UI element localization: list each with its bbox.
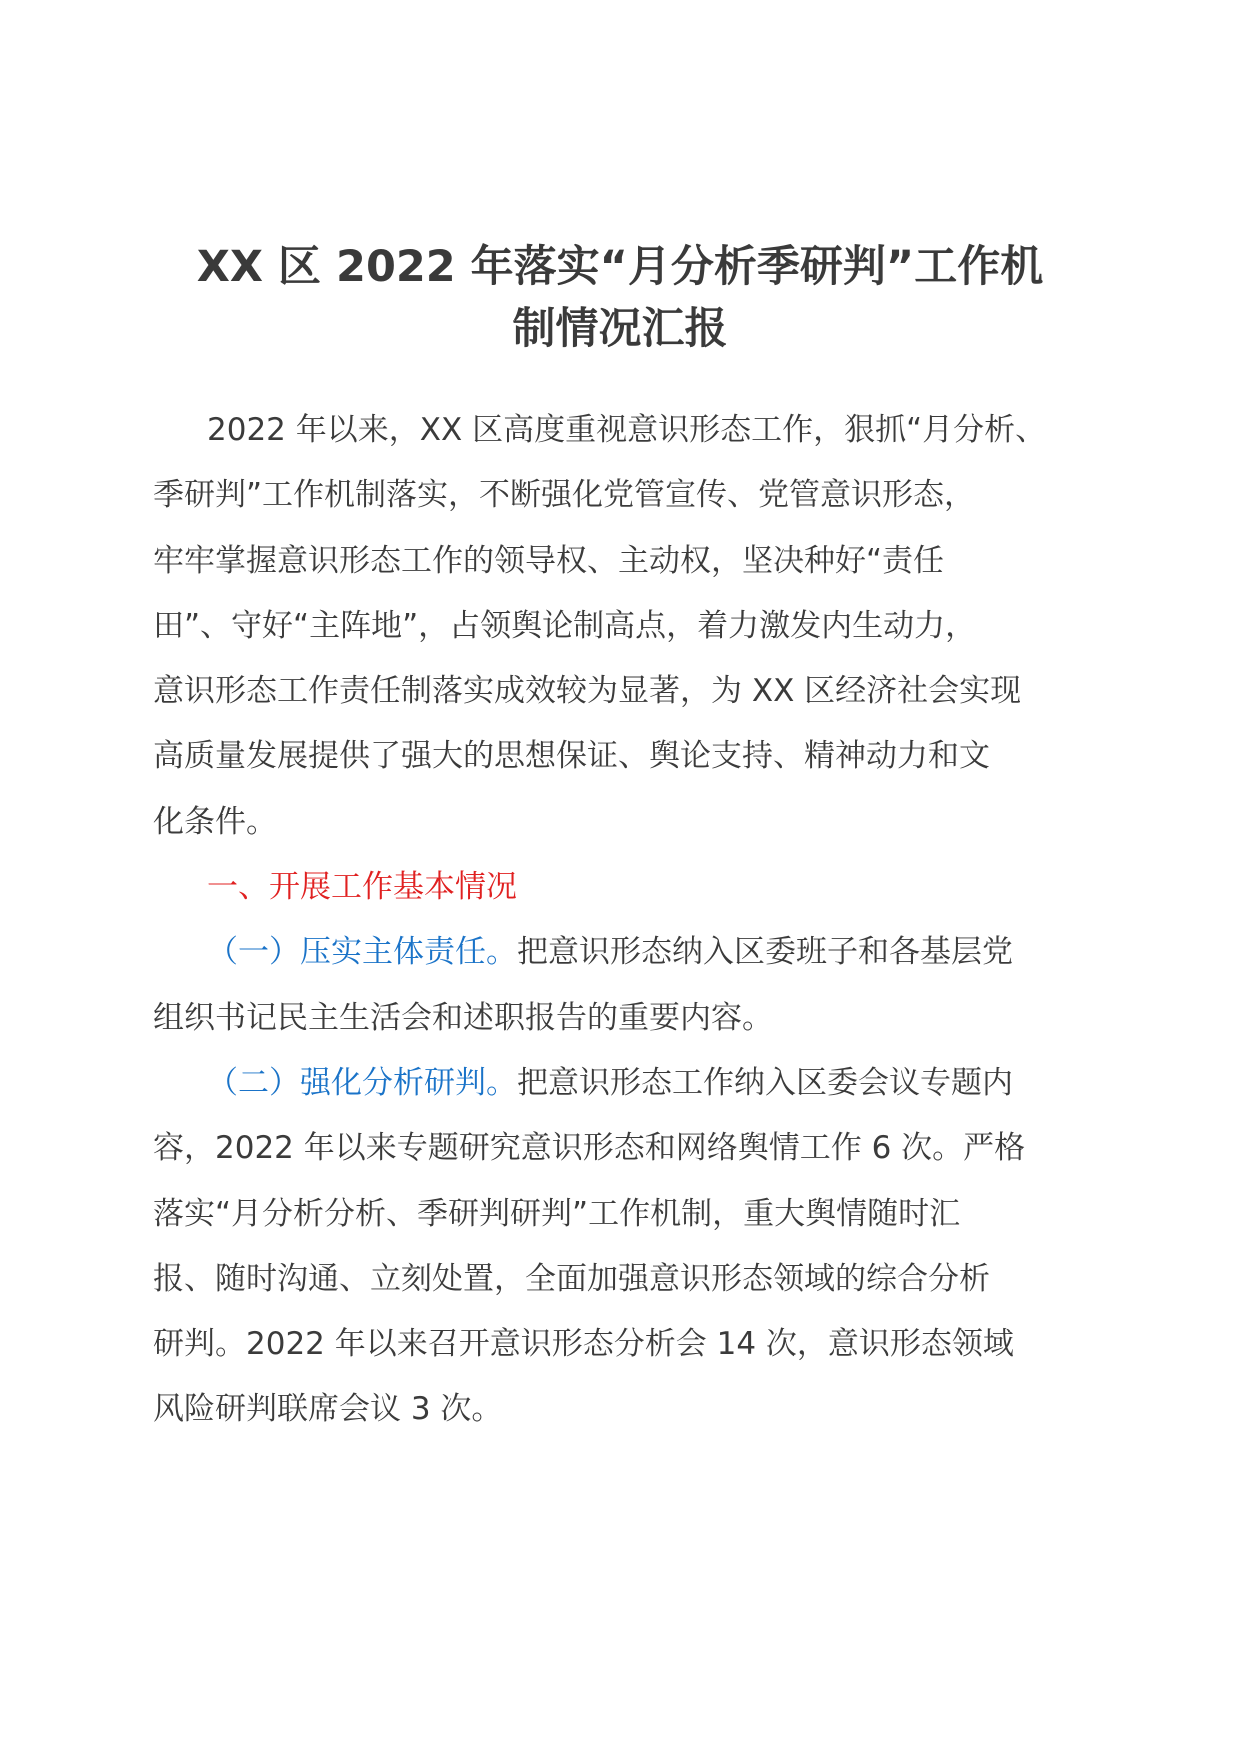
subsection-2-line-5: 研判。2022 年以来召开意识形态分析会 14 次，意识形态领域 <box>153 1326 1014 1363</box>
subsection-2-line-4: 报、随时沟通、立刻处置，全面加强意识形态领域的综合分析 <box>153 1260 990 1297</box>
intro-line-5: 意识形态工作责任制落实成效较为显著，为 XX 区经济社会实现 <box>153 673 1022 710</box>
subsection-1 <box>153 920 1113 1051</box>
subsection-2-line-6: 风险研判联席会议 3 次。 <box>153 1391 503 1428</box>
section-heading: 一、开展工作基本情况 <box>207 869 517 906</box>
title-line-1: XX 区 2022 年落实“月分析季研判”工作机 <box>196 242 1044 292</box>
subsection-2-first-line <box>153 1051 1113 1116</box>
subsection-2-heading: （二）强化分析研判。 <box>207 1064 517 1101</box>
subsection-1-line-1-text: 把意识形态纳入区委班子和各基层党 <box>517 934 1013 971</box>
intro-line-1: 2022 年以来，XX 区高度重视意识形态工作，狠抓“月分析、 <box>207 412 1047 448</box>
document-title <box>150 236 1090 360</box>
subsection-1-line-2: 组织书记民主生活会和述职报告的重要内容。 <box>153 999 773 1036</box>
intro-paragraph <box>153 398 1113 855</box>
document-body <box>153 398 1113 1443</box>
subsection-1-heading: （一）压实主体责任。 <box>207 934 517 971</box>
intro-line-2: 季研判”工作机制落实，不断强化党管宣传、党管意识形态， <box>153 477 976 514</box>
subsection-2-line-1-text: 把意识形态工作纳入区委会议专题内 <box>517 1064 1013 1101</box>
title-line-2: 制情况汇报 <box>512 304 728 354</box>
intro-line-7: 化条件。 <box>153 803 277 840</box>
subsection-2-line-3: 落实“月分析分析、季研判研判”工作机制，重大舆情随时汇 <box>153 1195 961 1232</box>
intro-line-6: 高质量发展提供了强大的思想保证、舆论支持、精神动力和文 <box>153 738 990 775</box>
subsection-2-line-2: 容，2022 年以来专题研究意识形态和网络舆情工作 6 次。严格 <box>153 1130 1026 1167</box>
subsection-1-first-line <box>153 920 1113 985</box>
intro-line-3: 牢牢掌握意识形态工作的领导权、主动权，坚决种好“责任 <box>153 542 945 579</box>
subsection-2 <box>153 1051 1113 1443</box>
intro-line-4: 田”、守好“主阵地”，占领舆论制高点，着力激发内生动力， <box>153 607 977 644</box>
